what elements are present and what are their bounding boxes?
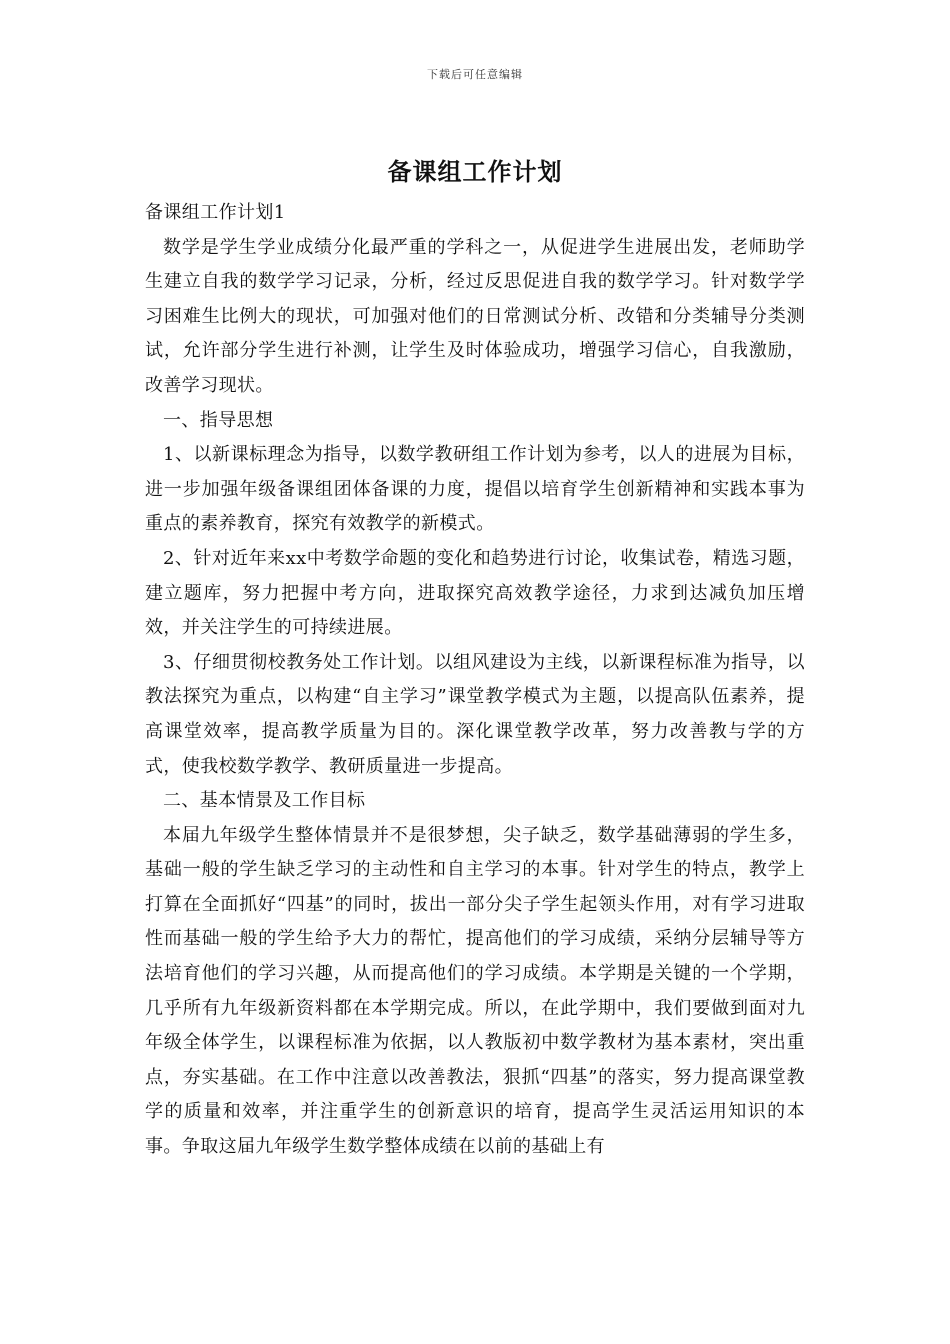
intro-paragraph: 数学是学生学业成绩分化最严重的学科之一，从促进学生进展出发，老师助学生建立自我的数学学习记录，分析，经过反思促进自我的数学学习。针对数学学习困难生比例大的现状，可加强对他们的日常测试分析、改错和分类辅导分类测试，允许部分学生进行补测，让学生及时体验成功，增强学习信心，自我激励，改善学习现状。 [145,236,805,396]
document-title: 备课组工作计划 [387,157,563,186]
header-note: 下载后可任意编辑 [427,68,523,81]
document-subtitle: 备课组工作计划1 [145,202,286,223]
section-heading-guiding-thought: 一、指导思想 [163,409,274,431]
situation-paragraph: 本届九年级学生整体情景并不是很梦想，尖子缺乏，数学基础薄弱的学生多，基础一般的学生缺乏学习的主动性和自主学习的本事。针对学生的特点，教学上打算在全面抓好“四基”的同时，拔出一部分尖子学生起领头作用，对有学习进取性而基础一般的学生给予大力的帮忙，提高他们的学习成绩，采纳分层辅导等方法培育他们的学习兴趣，从而提高他们的学习成绩。本学期是关键的一个学期，几乎所有九年级新资料都在本学期完成。所以，在此学期中，我们要做到面对九年级全体学生，以课程标准为依据，以人教版初中数学教材为基本素材，突出重点，夯实基础。在工作中注意以改善教法，狠抓“四基”的落实，努力提高课堂教学的质量和效率，并注重学生的创新意识的培育，提高学生灵活运用知识的本事。争取这届九年级学生数学整体成绩在以前的基础上有 [145,824,805,1158]
guiding-point-2: 2、针对近年来xx中考数学命题的变化和趋势进行讨论，收集试卷，精选习题，建立题库，努力把握中考方向，进取探究高效教学途径，力求到达减负加压增效，并关注学生的可持续进展。 [145,547,805,639]
guiding-point-1: 1、以新课标理念为指导，以数学教研组工作计划为参考，以人的进展为目标，进一步加强年级备课组团体备课的力度，提倡以培育学生创新精神和实践本事为重点的素养教育，探究有效教学的新模式。 [145,444,805,535]
document-body [145,196,805,1165]
section-heading-situation-goals: 二、基本情景及工作目标 [163,790,366,812]
guiding-point-3: 3、仔细贯彻校教务处工作计划。以组风建设为主线，以新课程标准为指导，以教法探究为重点，以构建“自主学习”课堂教学模式为主题，以提高队伍素养，提高课堂效率，提高教学质量为目的。深化课堂教学改革，努力改善教与学的方式，使我校数学教学、教研质量进一步提高。 [145,651,805,777]
